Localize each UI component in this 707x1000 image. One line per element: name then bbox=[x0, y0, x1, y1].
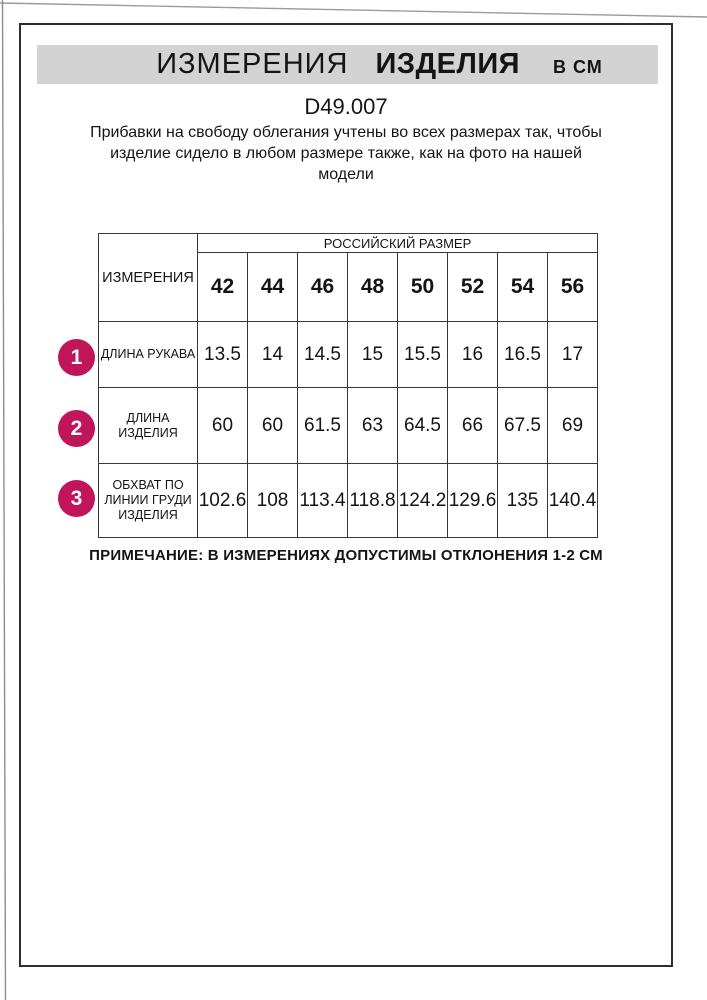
measurement-value: 16 bbox=[448, 322, 498, 388]
size-table bbox=[98, 233, 598, 538]
measurement-label bbox=[99, 464, 198, 538]
row-number-badge: 3 bbox=[58, 480, 95, 517]
measurement-value: 69 bbox=[548, 388, 598, 464]
measurement-value: 63 bbox=[348, 388, 398, 464]
measurement-label-line: ДЛИНА bbox=[126, 410, 170, 425]
measurement-value: 64.5 bbox=[398, 388, 448, 464]
note-text: ПРИМЕЧАНИЕ: В ИЗМЕРЕНИЯХ ДОПУСТИМЫ ОТКЛОНЕНИЯ 1-2 СМ bbox=[89, 547, 603, 564]
measurement-value: 135 bbox=[498, 464, 548, 538]
measurement-value: 140.4 bbox=[548, 464, 598, 538]
measurement-value: 61.5 bbox=[298, 388, 348, 464]
description-line: модели bbox=[318, 166, 374, 183]
page-frame bbox=[19, 23, 673, 967]
measurement-label bbox=[99, 322, 198, 388]
measurement-value: 67.5 bbox=[498, 388, 548, 464]
measurement-value: 14.5 bbox=[298, 322, 348, 388]
header-title-measurements: ИЗМЕРЕНИЯ bbox=[156, 48, 349, 80]
header-unit-label: В СМ bbox=[553, 57, 603, 77]
measurement-value: 15.5 bbox=[398, 322, 448, 388]
measurement-value: 15 bbox=[348, 322, 398, 388]
measurement-value: 60 bbox=[248, 388, 298, 464]
measurement-label-line: ДЛИНА РУКАВА bbox=[100, 347, 196, 361]
size-column-header: 44 bbox=[248, 253, 298, 322]
product-code: D49.007 bbox=[304, 94, 388, 119]
size-column-header: 54 bbox=[498, 253, 548, 322]
measurement-value: 129.6 bbox=[448, 464, 498, 538]
size-column-header: 42 bbox=[198, 253, 248, 322]
measurement-value: 113.4 bbox=[298, 464, 348, 538]
row-number-badge: 1 bbox=[58, 339, 95, 376]
measurement-value: 102.6 bbox=[198, 464, 248, 538]
measurement-value: 13.5 bbox=[198, 322, 248, 388]
measurement-value: 17 bbox=[548, 322, 598, 388]
size-column-header: 46 bbox=[298, 253, 348, 322]
header-title bbox=[156, 48, 603, 81]
header-title-product: ИЗДЕЛИЯ bbox=[375, 48, 521, 80]
header-bar bbox=[37, 45, 658, 84]
product-description bbox=[21, 122, 671, 185]
description-line: изделие сидело в любом размере также, как на фото на нашей bbox=[110, 145, 582, 162]
measurement-label-line: ЛИНИИ ГРУДИ bbox=[104, 493, 192, 507]
page-scan-edge-top bbox=[0, 3, 707, 17]
measurement-label-line: ОБХВАТ ПО bbox=[112, 478, 184, 492]
measurement-value: 66 bbox=[448, 388, 498, 464]
size-column-header: 48 bbox=[348, 253, 398, 322]
size-group-header: РОССИЙСКИЙ РАЗМЕР bbox=[198, 234, 598, 253]
table-corner-header: ИЗМЕРЕНИЯ bbox=[99, 234, 198, 322]
measurement-label-line: ИЗДЕЛИЯ bbox=[118, 425, 178, 440]
measurement-value: 124.2 bbox=[398, 464, 448, 538]
measurement-value: 16.5 bbox=[498, 322, 548, 388]
description-line: Прибавки на свободу облегания учтены во всех размерах так, чтобы bbox=[90, 124, 602, 141]
measurement-label-line: ИЗДЕЛИЯ bbox=[118, 508, 178, 522]
table-row bbox=[99, 464, 598, 538]
measurement-label bbox=[99, 388, 198, 464]
size-column-header: 52 bbox=[448, 253, 498, 322]
table-row bbox=[99, 322, 598, 388]
row-number-badge: 2 bbox=[58, 410, 95, 447]
size-column-header: 50 bbox=[398, 253, 448, 322]
measurement-value: 60 bbox=[198, 388, 248, 464]
measurement-value: 14 bbox=[248, 322, 298, 388]
size-column-header: 56 bbox=[548, 253, 598, 322]
page-scan-edge-left bbox=[3, 0, 6, 1000]
measurement-value: 108 bbox=[248, 464, 298, 538]
measurement-value: 118.8 bbox=[348, 464, 398, 538]
table-row bbox=[99, 388, 598, 464]
